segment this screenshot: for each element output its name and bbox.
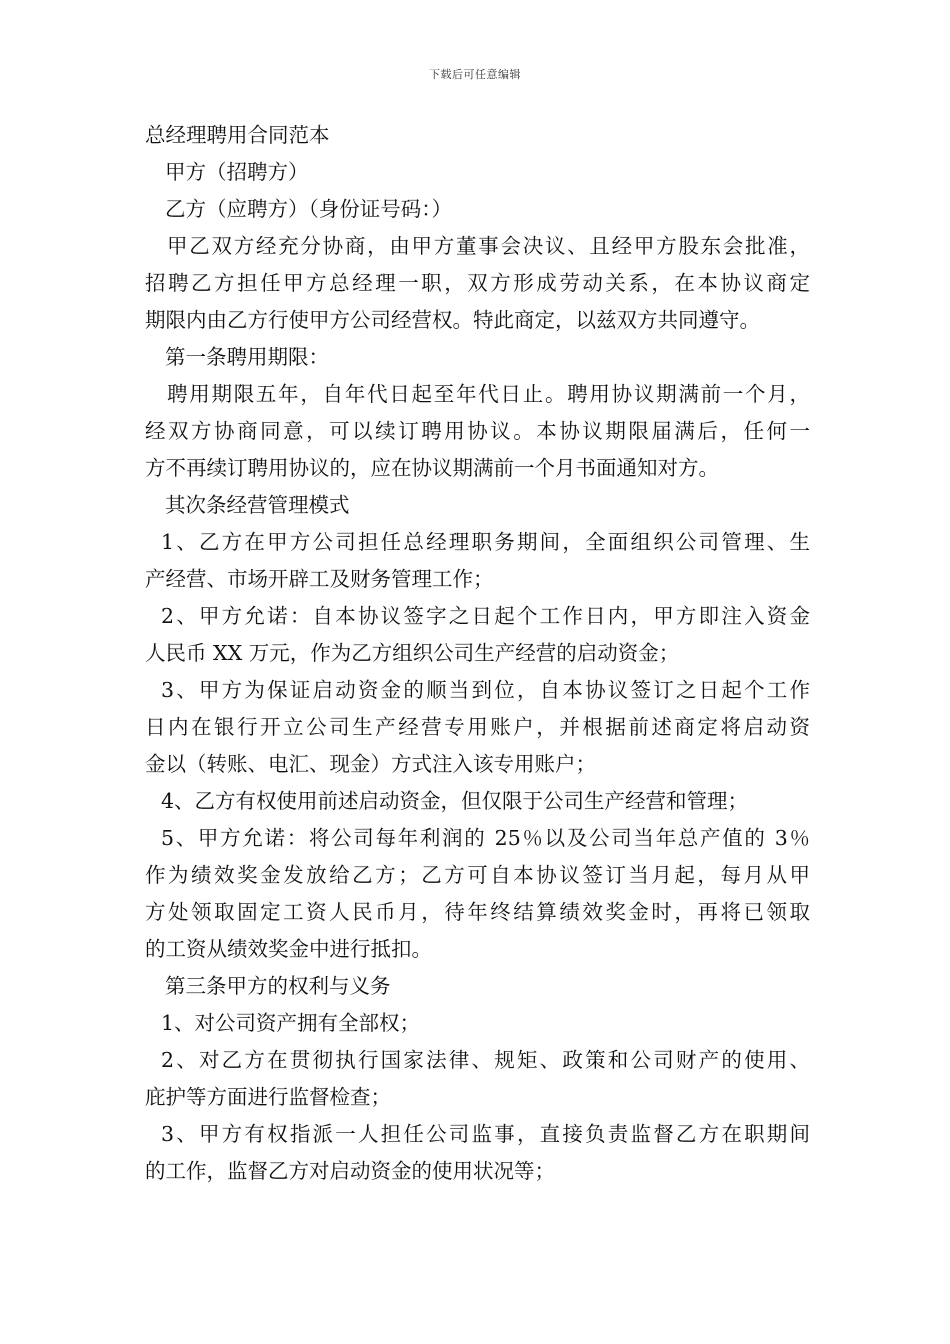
clause-line: 产经营、市场开辟工及财务管理工作；	[145, 567, 494, 591]
clause-line: 的工资从绩效奖金中进行抵扣。	[145, 937, 432, 961]
clause-line: 作为绩效奖金发放给乙方；乙方可自本协议签订当月起，每月从甲	[145, 863, 810, 887]
clause-line: 日内在银行开立公司生产经营专用账户，并根据前述商定将启动资	[145, 715, 810, 739]
clause-line: 1、对公司资产拥有全部权；	[161, 1011, 421, 1035]
paragraph-line: 方不再续订聘用协议的，应在协议期满前一个月书面通知对方。	[145, 456, 719, 480]
article-heading: 第三条甲方的权利与义务	[165, 974, 391, 998]
clause-line: 3、甲方有权指派一人担任公司监事，直接负责监督乙方在职期间	[161, 1122, 810, 1146]
document-title: 总经理聘用合同范本	[145, 123, 330, 147]
party-b-line: 乙方（应聘方）（身份证号码：）	[165, 197, 452, 221]
article-heading: 其次条经营管理模式	[165, 493, 350, 517]
clause-line: 庇护等方面进行监督检查；	[145, 1085, 391, 1109]
paragraph-line: 期限内由乙方行使甲方公司经营权。特此商定，以兹双方共同遵守。	[145, 308, 760, 332]
paragraph-line: 经双方协商同意，可以续订聘用协议。本协议期限届满后，任何一	[145, 419, 810, 443]
clause-line: 的工作，监督乙方对启动资金的使用状况等；	[145, 1159, 555, 1183]
clause-line: 3、甲方为保证启动资金的顺当到位，自本协议签订之日起个工作	[161, 678, 810, 702]
clause-line: 方处领取固定工资人民币月，待年终结算绩效奖金时，再将已领取	[145, 900, 810, 924]
clause-line: 2、甲方允诺：自本协议签字之日起个工作日内，甲方即注入资金	[161, 604, 810, 628]
party-a-line: 甲方（招聘方）	[165, 160, 309, 184]
header-note: 下载后可任意编辑	[429, 68, 521, 81]
clause-line: 4、乙方有权使用前述启动资金，但仅限于公司生产经营和管理；	[161, 789, 749, 813]
clause-line: 人民币 XX 万元，作为乙方组织公司生产经营的启动资金；	[145, 641, 680, 665]
clause-line: 2、对乙方在贯彻执行国家法律、规矩、政策和公司财产的使用、	[161, 1048, 810, 1072]
paragraph-line: 甲乙双方经充分协商，由甲方董事会决议、且经甲方股东会批准，	[167, 234, 810, 258]
clause-line: 5、甲方允诺：将公司每年利润的 25％以及公司当年总产值的 3％	[161, 826, 810, 850]
paragraph-line: 聘用期限五年，自年代日起至年代日止。聘用协议期满前一个月，	[167, 382, 810, 406]
clause-line: 1、乙方在甲方公司担任总经理职务期间，全面组织公司管理、生	[161, 530, 810, 554]
article-heading: 第一条聘用期限：	[165, 345, 329, 369]
contract-body	[145, 117, 810, 1190]
clause-line: 金以（转账、电汇、现金）方式注入该专用账户；	[145, 752, 596, 776]
paragraph-line: 招聘乙方担任甲方总经理一职，双方形成劳动关系，在本协议商定	[145, 271, 810, 295]
